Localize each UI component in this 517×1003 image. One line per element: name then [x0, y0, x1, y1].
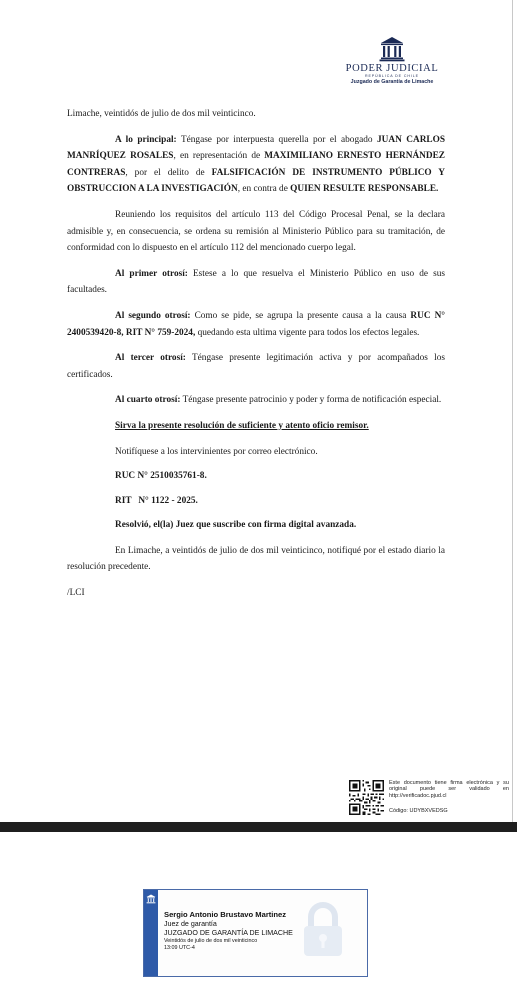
principal-label: A lo principal:: [115, 134, 177, 145]
principal-text-3: , por el delito de: [125, 167, 212, 178]
courthouse-small-icon: [146, 894, 156, 904]
notification-record: En Limache, a veintidós de julio de dos mil veinticinco, notifiqué por el estado diario la resolución precedente.: [67, 545, 445, 573]
lawyer-name: JUAN CARLOS MANRÍQUEZ ROSALES: [67, 134, 446, 162]
crime-description: FALSIFICACIÓN DE INSTRUMENTO PÚBLICO Y OBSTRUCCION A LA INVESTIGACIÓN: [67, 167, 445, 195]
client-name: MAXIMILIANO ERNESTO HERNÁNDEZ CONTRERAS: [67, 151, 446, 178]
tercer-otrosi-text: Téngase presente legitimación activa y por acompañados los certificados.: [67, 353, 445, 380]
page-separator: [0, 822, 517, 832]
signer-role: Juez de garantía: [164, 920, 217, 928]
verification-code: Código: UDYBXVEDSG: [389, 808, 448, 814]
grouped-case-numbers: RUC N° 2400539420-8, RIT N° 759-2024,: [67, 310, 445, 338]
principal-text-1: Téngase por interpuesta querella por el abogado: [176, 134, 377, 145]
courthouse-emblem-icon: [379, 36, 405, 62]
cuarto-otrosi-paragraph: [67, 392, 445, 409]
principal-text-4: , en contra de: [237, 184, 291, 195]
logo-title: PODER JUDICIAL: [345, 63, 439, 74]
page-edge-line: [512, 0, 513, 822]
signature-strip: [144, 890, 158, 976]
date-line: Limache, veintidós de julio de dos mil veinticinco.: [67, 109, 256, 119]
primer-otrosi-label: Al primer otrosí:: [115, 268, 188, 279]
digital-signature-box: [143, 889, 368, 977]
primer-otrosi-text: Estese a lo que resuelva el Ministerio Público en uso de sus facultades.: [67, 268, 445, 296]
segundo-otrosi-text-1: Como se pide, se agrupa la presente causa a la causa: [190, 310, 411, 321]
cuarto-otrosi-label: Al cuarto otrosí:: [115, 395, 181, 406]
signer-court: JUZGADO DE GARANTÍA DE LIMACHE: [164, 929, 293, 937]
accused-party: QUIEN RESULTE RESPONSABLE.: [290, 184, 439, 195]
signature-time: 13:09 UTC-4: [164, 944, 195, 951]
tercer-otrosi-label: Al tercer otrosí:: [115, 353, 186, 364]
clerk-initials: /LCI: [67, 588, 85, 599]
segundo-otrosi-paragraph: [67, 308, 445, 341]
segundo-otrosi-text-2: quedando esta ultima vigente para todos los efectos legales.: [195, 327, 420, 338]
principal-paragraph: [67, 132, 445, 198]
signature-date: Veintidós de julio de dos mil veinticinco: [164, 938, 258, 944]
resolved-by-line: Resolvió, el(la) Juez que suscribe con firma digital avanzada.: [115, 520, 357, 531]
qr-code-icon[interactable]: [349, 780, 384, 815]
logo-court-name: Juzgado de Garantía de Limache: [350, 79, 434, 85]
verification-text: Este documento tiene firma electrónica y su original puede ser validado en http://verificadoc.pjud.cl: [389, 780, 509, 799]
segundo-otrosi-label: Al segundo otrosí:: [115, 310, 191, 321]
resolution-body: [67, 106, 445, 602]
signer-name: Sergio Antonio Brustavo Martinez: [164, 910, 287, 919]
tercer-otrosi-paragraph: [67, 350, 445, 383]
poder-judicial-logo: [342, 36, 442, 85]
cuarto-otrosi-text: Téngase presente patrocinio y poder y forma de notificación especial.: [180, 395, 442, 406]
rit-number: RIT N° 1122 - 2025.: [115, 495, 198, 506]
signature-details: [164, 910, 364, 951]
verification-stamp: [349, 780, 509, 818]
admissibility-paragraph: Reuniendo los requisitos del artículo 113 del Código Procesal Penal, se la declara admisible y, en consecuencia, se ordena su remisión al Ministerio Público para su tramitación, de conformidad con lo dispuesto en el artículo 112 del mencionado cuerpo legal.: [67, 209, 445, 254]
notification-instruction: Notifíquese a los intervinientes por correo electrónico.: [115, 446, 318, 457]
principal-text-2: , en representación de: [173, 151, 265, 162]
oficio-remisor-line: Sirva la presente resolución de suficiente y atento oficio remisor.: [115, 420, 369, 431]
logo-subtitle: REPÚBLICA DE CHILE: [365, 74, 419, 78]
primer-otrosi-paragraph: [67, 266, 445, 299]
ruc-number: RUC N° 2510035761-8.: [115, 471, 207, 482]
